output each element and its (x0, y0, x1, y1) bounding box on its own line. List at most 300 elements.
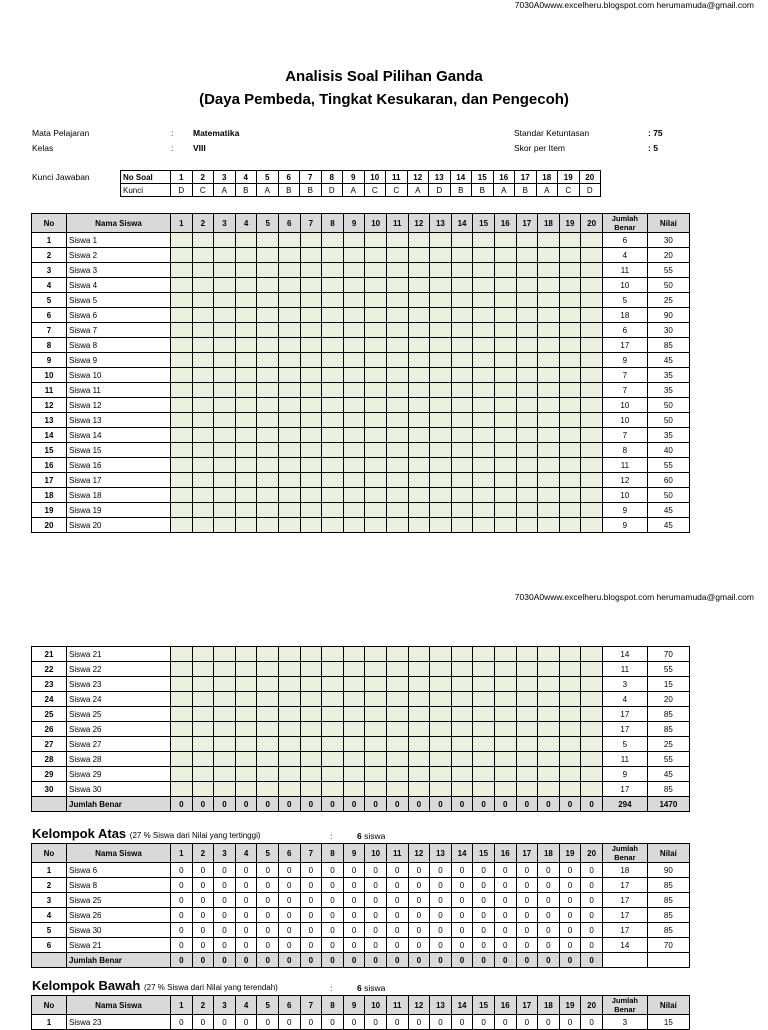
answer-cell (386, 518, 408, 533)
answer-cell (343, 737, 365, 752)
answer-cell (214, 353, 236, 368)
table-row (32, 488, 690, 503)
answer-cell (473, 677, 495, 692)
kelompok-atas-subtitle: (27 % Siswa dari Nilai yang tertinggi) (129, 831, 261, 840)
answer-cell (516, 503, 538, 518)
answer-cell (473, 782, 495, 797)
answer-cell (300, 353, 322, 368)
answer-cell (300, 278, 322, 293)
sum-item-6: 0 (278, 797, 300, 812)
answer-cell (581, 263, 603, 278)
answer-cell (322, 353, 344, 368)
kelompok-bawah-count (357, 983, 385, 993)
answer-cell (171, 647, 193, 662)
header-item-11: 11 (386, 844, 408, 863)
answer-cell (322, 767, 344, 782)
header-no: No (32, 996, 67, 1015)
answer-cell: 0 (538, 908, 560, 923)
answer-cell (343, 752, 365, 767)
row-no: 5 (32, 923, 67, 938)
sum-item-3: 0 (214, 953, 236, 968)
header-item-5: 5 (257, 996, 279, 1015)
answer-cell (430, 782, 452, 797)
answer-cell (343, 353, 365, 368)
row-nilai: 40 (647, 443, 689, 458)
answer-cell (300, 293, 322, 308)
answer-cell (408, 428, 430, 443)
row-jumlah-benar: 17 (602, 707, 647, 722)
table-row (32, 293, 690, 308)
answer-cell (343, 662, 365, 677)
answer-cell (538, 263, 560, 278)
answer-cell: 0 (171, 893, 193, 908)
row-no: 15 (32, 443, 67, 458)
row-no: 5 (32, 293, 67, 308)
student-table-part2 (31, 646, 690, 812)
answer-cell (214, 767, 236, 782)
answer-cell (559, 383, 581, 398)
answer-cell (365, 782, 387, 797)
answer-cell (408, 233, 430, 248)
answer-cell (171, 722, 193, 737)
row-no: 9 (32, 353, 67, 368)
kelompok-bawah-colon: : (330, 983, 333, 993)
answer-cell (235, 767, 257, 782)
answer-cell (430, 737, 452, 752)
kunci-key-7: B (300, 184, 322, 197)
answer-cell (559, 767, 581, 782)
answer-cell (257, 767, 279, 782)
row-nilai: 20 (647, 248, 689, 263)
standar-ketuntasan-value: : 75 (648, 128, 663, 138)
answer-cell (343, 293, 365, 308)
answer-cell (214, 722, 236, 737)
row-jumlah-benar: 10 (602, 278, 647, 293)
answer-cell (451, 353, 473, 368)
kunci-table (120, 170, 601, 197)
answer-cell (300, 263, 322, 278)
answer-cell (278, 308, 300, 323)
kunci-key-2: C (192, 184, 214, 197)
row-jumlah-benar: 14 (602, 647, 647, 662)
answer-cell (516, 383, 538, 398)
answer-cell (473, 737, 495, 752)
kelompok-atas-heading (32, 826, 386, 841)
answer-cell (494, 503, 516, 518)
answer-cell (581, 368, 603, 383)
answer-cell (365, 278, 387, 293)
page-title: Analisis Soal Pilihan Ganda (285, 68, 483, 85)
row-jumlah-benar: 6 (602, 233, 647, 248)
answer-cell (451, 722, 473, 737)
answer-cell: 0 (192, 923, 214, 938)
answer-cell (214, 443, 236, 458)
answer-cell (473, 338, 495, 353)
answer-cell (278, 248, 300, 263)
row-no: 14 (32, 428, 67, 443)
answer-cell (171, 692, 193, 707)
kunci-key-4: B (235, 184, 257, 197)
answer-cell (386, 428, 408, 443)
answer-cell (235, 413, 257, 428)
answer-cell (343, 383, 365, 398)
answer-cell (451, 662, 473, 677)
header-item-20: 20 (581, 996, 603, 1015)
row-name: Siswa 7 (67, 323, 171, 338)
answer-cell (430, 458, 452, 473)
answer-cell: 0 (559, 1015, 581, 1030)
answer-cell (516, 767, 538, 782)
answer-cell (581, 278, 603, 293)
answer-cell (408, 443, 430, 458)
answer-cell: 0 (214, 938, 236, 953)
row-no: 25 (32, 707, 67, 722)
answer-cell (365, 293, 387, 308)
header-item-10: 10 (365, 214, 387, 233)
row-name: Siswa 12 (67, 398, 171, 413)
answer-cell: 0 (451, 908, 473, 923)
answer-cell (192, 752, 214, 767)
answer-cell (214, 488, 236, 503)
answer-cell (300, 398, 322, 413)
answer-cell (214, 692, 236, 707)
answer-cell (473, 263, 495, 278)
answer-cell (559, 722, 581, 737)
answer-cell (516, 737, 538, 752)
header-item-15: 15 (473, 996, 495, 1015)
kelas-colon: : (171, 143, 174, 153)
answer-cell (235, 473, 257, 488)
sum-item-20: 0 (581, 953, 603, 968)
sum-item-15: 0 (473, 797, 495, 812)
answer-cell: 0 (494, 863, 516, 878)
answer-cell: 0 (538, 863, 560, 878)
answer-cell: 0 (386, 923, 408, 938)
answer-cell (581, 308, 603, 323)
row-jumlah-benar: 17 (602, 878, 647, 893)
sum-item-19: 0 (559, 797, 581, 812)
header-item-7: 7 (300, 996, 322, 1015)
header-item-1: 1 (171, 996, 193, 1015)
row-name: Siswa 15 (67, 443, 171, 458)
row-name: Siswa 25 (67, 893, 171, 908)
answer-cell (430, 338, 452, 353)
answer-cell (408, 278, 430, 293)
answer-cell: 0 (235, 893, 257, 908)
answer-cell (278, 518, 300, 533)
kunci-key-16: A (493, 184, 515, 197)
table-row (32, 752, 690, 767)
answer-cell (408, 248, 430, 263)
answer-cell (343, 518, 365, 533)
answer-cell (365, 233, 387, 248)
answer-cell (257, 278, 279, 293)
kelas-value: VIII (193, 143, 206, 153)
answer-cell (278, 323, 300, 338)
row-name: Siswa 6 (67, 863, 171, 878)
answer-cell (516, 413, 538, 428)
header-nilai: Nilai (647, 214, 689, 233)
header-item-15: 15 (473, 844, 495, 863)
row-jumlah-benar: 11 (602, 752, 647, 767)
answer-cell: 0 (430, 1015, 452, 1030)
row-no: 6 (32, 308, 67, 323)
row-name: Siswa 4 (67, 278, 171, 293)
answer-cell (214, 503, 236, 518)
sum-item-1: 0 (171, 797, 193, 812)
sum-item-19: 0 (559, 953, 581, 968)
answer-cell (171, 233, 193, 248)
answer-cell: 0 (473, 863, 495, 878)
kunci-key-10: C (364, 184, 386, 197)
answer-cell (581, 383, 603, 398)
answer-cell (494, 767, 516, 782)
row-nilai: 45 (647, 518, 689, 533)
row-name: Siswa 8 (67, 338, 171, 353)
header-item-8: 8 (322, 214, 344, 233)
kunci-number-7: 7 (300, 171, 322, 184)
answer-cell (516, 458, 538, 473)
answer-cell (322, 662, 344, 677)
answer-cell: 0 (300, 893, 322, 908)
answer-cell (408, 398, 430, 413)
answer-cell (516, 338, 538, 353)
sum-item-8: 0 (322, 953, 344, 968)
answer-cell (538, 503, 560, 518)
table-row (32, 308, 690, 323)
answer-cell (386, 233, 408, 248)
answer-cell: 0 (278, 863, 300, 878)
answer-cell (430, 308, 452, 323)
answer-cell (171, 662, 193, 677)
answer-cell (343, 248, 365, 263)
answer-cell (581, 443, 603, 458)
answer-cell (581, 647, 603, 662)
header-item-18: 18 (538, 214, 560, 233)
answer-cell (257, 677, 279, 692)
answer-cell (171, 473, 193, 488)
header-jumlah-benar: Jumlah Benar (602, 844, 647, 863)
row-nilai: 85 (647, 908, 689, 923)
row-no: 2 (32, 248, 67, 263)
page-header-contact-2: 7030A0www.excelheru.blogspot.com herumamuda@gmail.com (514, 592, 754, 602)
answer-cell (516, 248, 538, 263)
answer-cell (581, 767, 603, 782)
kunci-key-1: D (171, 184, 193, 197)
answer-cell (451, 782, 473, 797)
row-nilai: 90 (647, 863, 689, 878)
kunci-number-9: 9 (343, 171, 365, 184)
row-no: 1 (32, 1015, 67, 1030)
answer-cell (257, 488, 279, 503)
table-row (32, 338, 690, 353)
answer-cell (365, 662, 387, 677)
row-nilai: 50 (647, 413, 689, 428)
row-no: 30 (32, 782, 67, 797)
answer-cell (494, 263, 516, 278)
kunci-number-1: 1 (171, 171, 193, 184)
sum-item-13: 0 (430, 797, 452, 812)
header-item-11: 11 (386, 214, 408, 233)
kunci-row-keys (121, 184, 601, 197)
answer-cell (581, 662, 603, 677)
header-item-2: 2 (192, 214, 214, 233)
answer-cell: 0 (581, 1015, 603, 1030)
answer-cell (473, 707, 495, 722)
answer-cell (516, 443, 538, 458)
row-name: Siswa 6 (67, 308, 171, 323)
row-jumlah-benar: 17 (602, 722, 647, 737)
answer-cell (451, 488, 473, 503)
answer-cell (214, 263, 236, 278)
row-nilai: 50 (647, 278, 689, 293)
answer-cell (430, 233, 452, 248)
row-name: Siswa 19 (67, 503, 171, 518)
answer-cell (538, 518, 560, 533)
answer-cell (473, 722, 495, 737)
header-item-1: 1 (171, 844, 193, 863)
answer-cell (278, 752, 300, 767)
answer-cell: 0 (494, 893, 516, 908)
row-nilai: 85 (647, 923, 689, 938)
answer-cell (343, 323, 365, 338)
answer-cell: 0 (538, 878, 560, 893)
answer-cell (516, 263, 538, 278)
answer-cell (559, 293, 581, 308)
row-jumlah-benar: 7 (602, 428, 647, 443)
answer-cell (516, 323, 538, 338)
row-jumlah-benar: 4 (602, 248, 647, 263)
sum-item-12: 0 (408, 797, 430, 812)
answer-cell (278, 443, 300, 458)
answer-cell: 0 (365, 938, 387, 953)
answer-cell (451, 233, 473, 248)
answer-cell: 0 (322, 938, 344, 953)
answer-cell (343, 503, 365, 518)
answer-cell (235, 737, 257, 752)
answer-cell (473, 368, 495, 383)
answer-cell (278, 488, 300, 503)
answer-cell: 0 (343, 908, 365, 923)
answer-cell (559, 692, 581, 707)
answer-cell: 0 (343, 938, 365, 953)
answer-cell (430, 323, 452, 338)
header-item-13: 13 (430, 844, 452, 863)
answer-cell (516, 707, 538, 722)
answer-cell (386, 293, 408, 308)
answer-cell: 0 (516, 878, 538, 893)
sum-item-15: 0 (473, 953, 495, 968)
answer-cell (386, 692, 408, 707)
answer-cell (214, 248, 236, 263)
answer-cell (559, 782, 581, 797)
answer-cell (516, 353, 538, 368)
answer-cell: 0 (343, 878, 365, 893)
answer-cell (559, 338, 581, 353)
answer-cell (322, 278, 344, 293)
answer-cell (214, 428, 236, 443)
answer-cell (257, 503, 279, 518)
table-row (32, 707, 690, 722)
answer-cell: 0 (559, 938, 581, 953)
answer-cell: 0 (171, 878, 193, 893)
answer-cell (343, 647, 365, 662)
answer-cell (257, 413, 279, 428)
answer-cell (386, 263, 408, 278)
answer-cell: 0 (278, 893, 300, 908)
row-jumlah-benar: 7 (602, 368, 647, 383)
answer-cell (192, 767, 214, 782)
answer-cell (516, 233, 538, 248)
answer-cell (365, 323, 387, 338)
answer-cell (386, 767, 408, 782)
row-jumlah-benar: 9 (602, 353, 647, 368)
answer-cell (494, 248, 516, 263)
answer-cell (408, 503, 430, 518)
table-row (32, 443, 690, 458)
answer-cell (386, 338, 408, 353)
answer-cell (322, 413, 344, 428)
table-row (32, 368, 690, 383)
answer-cell: 0 (257, 923, 279, 938)
row-no: 26 (32, 722, 67, 737)
answer-cell (451, 413, 473, 428)
answer-cell (386, 248, 408, 263)
answer-cell (386, 488, 408, 503)
kelompok-bawah-subtitle: (27 % Siswa dari Nilai yang terendah) (143, 983, 278, 992)
answer-cell (300, 368, 322, 383)
kelompok-atas-count-num: 6 (357, 831, 362, 841)
answer-cell (408, 308, 430, 323)
kunci-number-10: 10 (364, 171, 386, 184)
answer-cell: 0 (494, 908, 516, 923)
row-no: 17 (32, 473, 67, 488)
header-nilai: Nilai (647, 844, 689, 863)
answer-cell (430, 518, 452, 533)
answer-cell (278, 293, 300, 308)
answer-cell: 0 (171, 863, 193, 878)
header-item-2: 2 (192, 844, 214, 863)
answer-cell (300, 443, 322, 458)
kelompok-atas-title: Kelompok Atas (32, 826, 127, 841)
header-item-10: 10 (365, 844, 387, 863)
answer-cell (257, 323, 279, 338)
answer-cell (322, 677, 344, 692)
answer-cell (322, 443, 344, 458)
answer-cell (430, 428, 452, 443)
row-no: 8 (32, 338, 67, 353)
answer-cell (581, 398, 603, 413)
answer-cell (559, 443, 581, 458)
header-item-6: 6 (278, 996, 300, 1015)
row-jumlah-benar: 9 (602, 518, 647, 533)
answer-cell (430, 368, 452, 383)
student-table-part1 (31, 213, 690, 533)
answer-cell (494, 737, 516, 752)
answer-cell (494, 752, 516, 767)
answer-cell: 0 (235, 1015, 257, 1030)
answer-cell (235, 662, 257, 677)
answer-cell (300, 233, 322, 248)
answer-cell (581, 488, 603, 503)
kunci-number-19: 19 (558, 171, 580, 184)
answer-cell (278, 278, 300, 293)
table-row (32, 692, 690, 707)
answer-cell: 0 (408, 923, 430, 938)
answer-cell (214, 398, 236, 413)
answer-cell (538, 413, 560, 428)
row-nilai: 45 (647, 353, 689, 368)
